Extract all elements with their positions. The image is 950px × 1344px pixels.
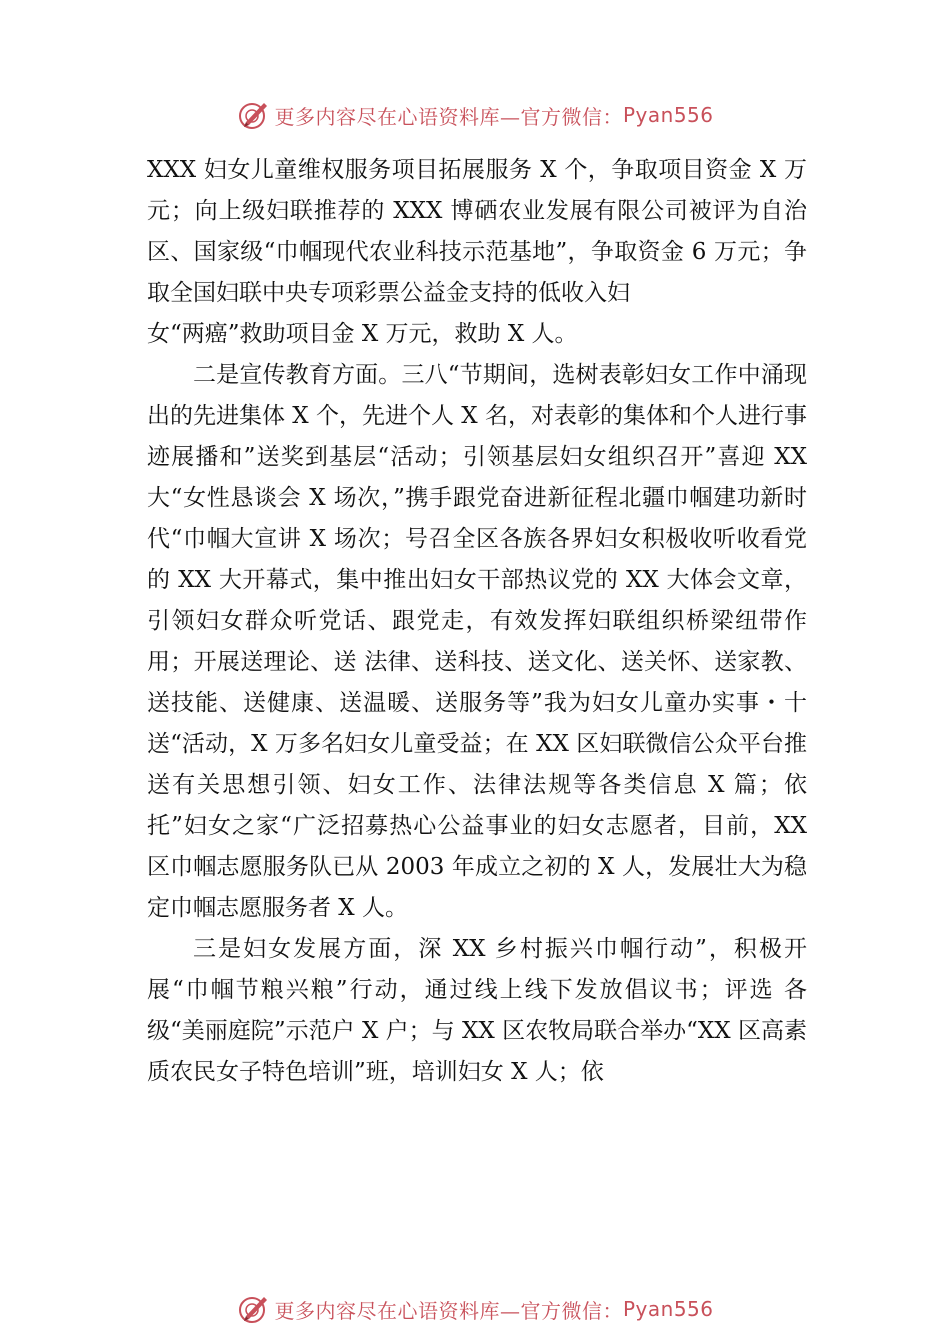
paragraph-1-continued: 女“两癌”救助项目金 X 万元，救助 X 人。 [147,321,578,347]
footer-wechat-handle: Pyan556 [622,1297,714,1321]
footer-banner [0,1289,950,1329]
document-body [147,150,807,1093]
paragraph-women-development: 三是妇女发展方面，深 XX 乡村振兴巾帼行动”，积极开展“巾帼节粮兴粮”行动，通过线上线下发放倡议书；评选 各级“美丽庭院”示范户 X 户；与 XX 区农牧局联合举办“XX 区高素质农民女子特色培训”班，培训妇女 X 人；依 [147,936,807,1085]
pen-circle-logo-icon [236,1292,270,1326]
header-wechat-handle: Pyan556 [622,103,714,127]
paragraph-1: XXX 妇女儿童维权服务项目拓展服务 X 个，争取项目资金 X 万元；向上级妇联推荐的 XXX 博硒农业发展有限公司被评为自治区、国家级“巾帼现代农业科技示范基地”，争取资金 6 万元；争取全国妇联中央专项彩票公益金支持的低收入妇 [147,157,807,306]
pen-circle-logo-icon [236,98,270,132]
header-banner-text: 更多内容尽在心语资料库—官方微信： [274,104,623,129]
paragraph-publicity-education: 二是宣传教育方面。三八“节期间，选树表彰妇女工作中涌现出的先进集体 X 个，先进个人 X 名，对表彰的集体和个人进行事迹展播和”送奖到基层“活动；引领基层妇女组织召开”喜迎 XX 大“女性恳谈会 X 场次，”携手跟党奋进新征程北疆巾帼建功新时代“巾帼大宣讲 X 场次；号召全区各族各界妇女积极收听收看党的 XX 大开幕式，集中推出妇女干部热议党的 XX 大体会文章，引领妇女群众听党话、跟党走，有效发挥妇联组织桥梁纽带作用；开展送理论、送 法律、送科技、送文化、送关怀、送家教、送技能、送健康、送温暖、送服务等”我为妇女儿童办实事・十送“活动，X 万多名妇女儿童受益；在 XX 区妇联微信公众平台推送有关思想引领、妇女工作、法律法规等各类信息 X 篇；依托”妇女之家“广泛招募热心公益事业的妇女志愿者，目前，XX 区巾帼志愿服务队已从 2003 年成立之初的 X 人，发展壮大为稳定巾帼志愿服务者 X 人。 [147,362,807,921]
footer-banner-text: 更多内容尽在心语资料库—官方微信： [274,1298,623,1323]
header-banner [0,95,950,135]
